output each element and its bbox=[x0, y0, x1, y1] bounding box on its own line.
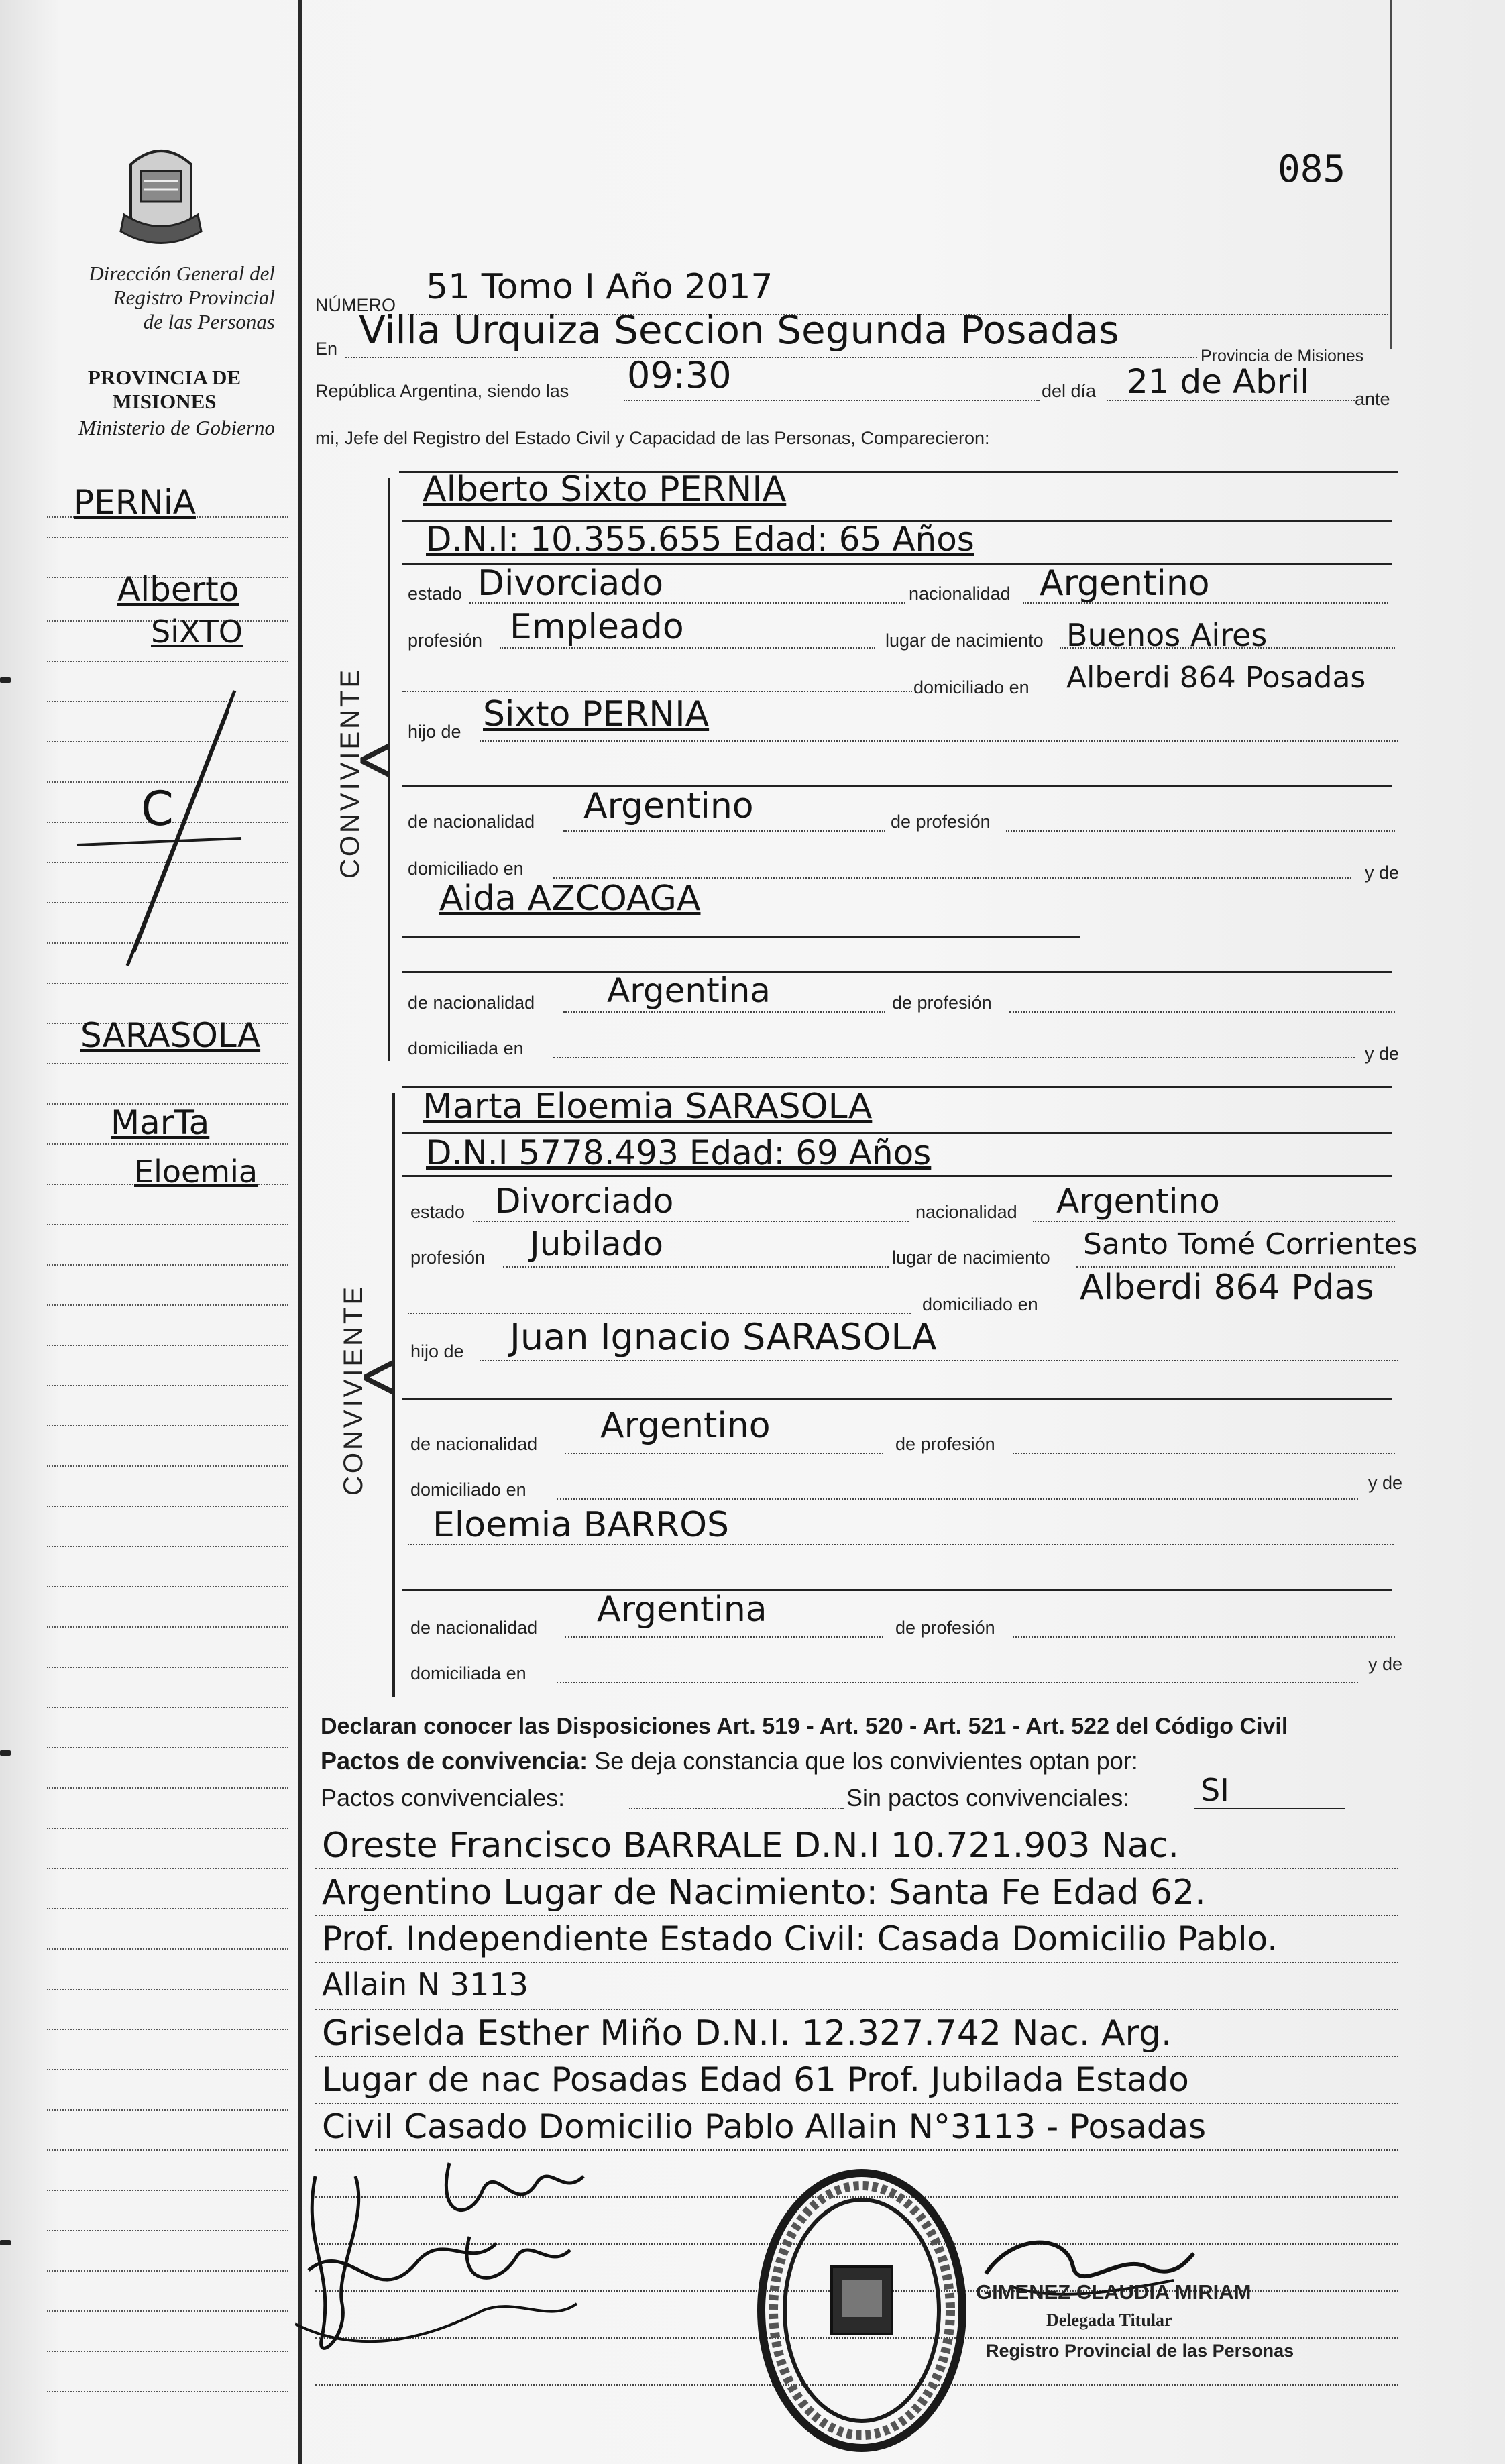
del-dia-label: del día bbox=[1042, 381, 1097, 401]
testigo-line: Argentino Lugar de Nacimiento: Santa Fe Edad 62. bbox=[322, 1872, 1206, 1913]
conviviente-1-madre: Aida AZCOAGA bbox=[439, 879, 701, 919]
rule bbox=[315, 1962, 1398, 1963]
rule bbox=[553, 1057, 1355, 1058]
margin-rule bbox=[47, 2029, 288, 2030]
rule bbox=[563, 1011, 885, 1013]
margin-rule bbox=[47, 1908, 288, 1909]
numero-label: NÚMERO bbox=[315, 295, 396, 315]
madre-nac-label: de nacionalidad bbox=[410, 1618, 538, 1638]
conviviente-1-dni: D.N.I: 10.355.655 Edad: 65 Años bbox=[426, 520, 974, 559]
rule bbox=[345, 357, 1197, 358]
margin-rule bbox=[47, 2310, 288, 2312]
padre-prof-label: de profesión bbox=[891, 811, 991, 832]
conviviente-1-padre-nac: Argentino bbox=[583, 786, 754, 826]
conviviente-2-dni: D.N.I 5778.493 Edad: 69 Años bbox=[426, 1133, 932, 1172]
padre-dom-label: domiciliado en bbox=[410, 1479, 526, 1500]
testigo-line: Lugar de nac Posadas Edad 61 Prof. Jubilada Estado bbox=[322, 2060, 1189, 2099]
margin-given-2b: Eloemia bbox=[134, 1154, 258, 1190]
stamp-name: GIMENEZ CLAUDIA MIRIAM bbox=[976, 2280, 1251, 2304]
rule bbox=[624, 400, 1040, 401]
madre-nac-label: de nacionalidad bbox=[408, 993, 535, 1013]
conviviente-2-nacionalidad: Argentino bbox=[1056, 1182, 1220, 1221]
rule bbox=[1194, 1808, 1345, 1809]
rule bbox=[315, 2103, 1398, 2104]
testigo-line: Civil Casado Domicilio Pablo Allain N°3113 - Posadas bbox=[322, 2107, 1207, 2146]
binder-hole bbox=[0, 2240, 11, 2245]
margin-rule bbox=[47, 1506, 288, 1507]
madre-prof-label: de profesión bbox=[892, 993, 992, 1013]
padre-nac-label: de nacionalidad bbox=[408, 811, 535, 832]
official-seal bbox=[751, 2163, 972, 2458]
jefe-label: mi, Jefe del Registro del Estado Civil y Capacidad de las Personas, Comparecieron: bbox=[315, 428, 990, 448]
rule bbox=[563, 830, 885, 832]
declaracion-line: Declaran conocer las Disposiciones Art. 519 - Art. 520 - Art. 521 - Art. 522 del Código Civil bbox=[321, 1714, 1288, 1739]
estado-label: estado bbox=[408, 583, 463, 604]
profesion-label: profesión bbox=[410, 1247, 486, 1268]
conviviente-1-domicilio: Alberdi 864 Posadas bbox=[1066, 661, 1366, 695]
fecha-value: 21 de Abril bbox=[1127, 362, 1310, 401]
binder-hole bbox=[0, 1750, 11, 1756]
rule bbox=[408, 1544, 1394, 1545]
rule bbox=[557, 1498, 1358, 1500]
sin-pactos-label: Sin pactos convivenciales: bbox=[846, 1784, 1130, 1811]
conviviente-2-label: CONVIVIENTE bbox=[339, 1284, 368, 1496]
rule bbox=[565, 1636, 883, 1638]
institution-line: de las Personas bbox=[143, 310, 275, 333]
testigo-line: Griselda Esther Miño D.N.I. 12.327.742 Nac. Arg. bbox=[322, 2013, 1172, 2054]
rule bbox=[315, 2056, 1398, 2057]
margin-rule bbox=[47, 1707, 288, 1708]
conviviente-1-profesion: Empleado bbox=[510, 607, 684, 647]
conviviente-1-padre: Sixto PERNIA bbox=[483, 694, 710, 734]
hijo-label: hijo de bbox=[408, 722, 461, 742]
rule bbox=[1033, 1221, 1395, 1222]
rule bbox=[503, 1266, 889, 1268]
margin-rule bbox=[47, 1345, 288, 1346]
rule bbox=[402, 936, 1080, 938]
margin-rule bbox=[47, 2391, 288, 2392]
conviviente-2-padre-nac: Argentino bbox=[600, 1406, 771, 1446]
ante-label: ante bbox=[1355, 389, 1390, 409]
margin-rule bbox=[47, 1828, 288, 1829]
provincia-label: Provincia de Misiones bbox=[1201, 347, 1364, 366]
margin-rule bbox=[47, 1063, 288, 1064]
numero-value: 51 Tomo I Año 2017 bbox=[426, 267, 773, 307]
testigo-line: Oreste Francisco BARRALE D.N.I 10.721.903 Nac. bbox=[322, 1826, 1179, 1866]
rule bbox=[1013, 1453, 1395, 1454]
brace-icon: < bbox=[359, 1337, 398, 1414]
madre-prof-label: de profesión bbox=[895, 1618, 995, 1638]
conviviente-2-padre: Juan Ignacio SARASOLA bbox=[510, 1316, 937, 1358]
signatures bbox=[295, 2136, 671, 2384]
margin-rule bbox=[47, 1747, 288, 1748]
margin-rule bbox=[47, 1465, 288, 1467]
nacionalidad-label: nacionalidad bbox=[915, 1202, 1017, 1222]
conviviente-1-nacionalidad: Argentino bbox=[1040, 563, 1210, 604]
brace-icon: < bbox=[355, 720, 395, 797]
margin-rule bbox=[47, 1304, 288, 1306]
en-value: Villa Urquiza Seccion Segunda Posadas bbox=[359, 307, 1119, 353]
conviviente-2-estado: Divorciado bbox=[495, 1182, 674, 1221]
profesion-label: profesión bbox=[408, 630, 483, 651]
rule bbox=[402, 785, 1392, 787]
province-line: MISIONES bbox=[112, 390, 217, 413]
margin-divider bbox=[298, 0, 302, 2464]
rule bbox=[480, 740, 1398, 742]
margin-rule bbox=[47, 983, 288, 984]
rule bbox=[402, 1398, 1392, 1400]
conviviente-1-lugar: Buenos Aires bbox=[1066, 617, 1268, 653]
pactos-bold: Pactos de convivencia: bbox=[321, 1747, 588, 1775]
rule bbox=[408, 1313, 911, 1314]
lugar-label: lugar de nacimiento bbox=[892, 1247, 1050, 1268]
margin-rule bbox=[47, 1626, 288, 1628]
conviviente-1-label: CONVIVIENTE bbox=[335, 667, 365, 879]
margin-rule bbox=[47, 2149, 288, 2151]
margin-rule bbox=[47, 1667, 288, 1668]
margin-rule bbox=[47, 1586, 288, 1587]
padre-nac-label: de nacionalidad bbox=[410, 1434, 538, 1454]
domiciliado-en-label: domiciliado en bbox=[922, 1294, 1038, 1314]
province-name bbox=[60, 366, 268, 414]
rule bbox=[565, 1453, 883, 1454]
binder-hole bbox=[0, 677, 11, 683]
margin-given-2a: MarTa bbox=[111, 1103, 210, 1142]
margin-rule bbox=[47, 1546, 288, 1547]
rule bbox=[557, 1682, 1358, 1683]
margin-rule bbox=[47, 2230, 288, 2231]
conviviente-2-domicilio: Alberdi 864 Pdas bbox=[1080, 1268, 1374, 1308]
province-line: PROVINCIA DE bbox=[87, 366, 241, 389]
margin-connector: C bbox=[141, 781, 174, 836]
stamp-role: Delegada Titular bbox=[1046, 2310, 1172, 2330]
margin-rule bbox=[47, 1425, 288, 1426]
conviviente-2-profesion: Jubilado bbox=[530, 1225, 663, 1264]
margin-rule bbox=[47, 2190, 288, 2191]
padre-dom-label: domiciliado en bbox=[408, 858, 524, 879]
nacionalidad-label: nacionalidad bbox=[909, 583, 1011, 604]
rule bbox=[402, 691, 912, 692]
y-de-label: y de bbox=[1365, 862, 1400, 883]
margin-given-1b: SiXTO bbox=[151, 614, 243, 650]
conviviente-2-nombre: Marta Eloemia SARASOLA bbox=[423, 1086, 873, 1127]
margin-given-1a: Alberto bbox=[117, 570, 239, 609]
margin-rule bbox=[47, 1264, 288, 1266]
estado-label: estado bbox=[410, 1202, 465, 1222]
pactos-line bbox=[321, 1747, 1138, 1775]
margin-rule bbox=[47, 2270, 288, 2272]
y-de-label: y de bbox=[1365, 1044, 1400, 1064]
rule bbox=[500, 647, 875, 649]
margin-rule bbox=[47, 1868, 288, 1869]
hijo-label: hijo de bbox=[410, 1341, 464, 1361]
conviviente-2-madre: Eloemia BARROS bbox=[433, 1505, 730, 1545]
en-label: En bbox=[315, 339, 338, 359]
margin-rule bbox=[47, 1224, 288, 1225]
madre-dom-label: domiciliada en bbox=[408, 1038, 524, 1058]
conviviente-2-lugar: Santo Tomé Corrientes bbox=[1083, 1227, 1418, 1262]
rule bbox=[1009, 1011, 1395, 1013]
margin-cross-mark bbox=[74, 684, 275, 972]
institution-line: Registro Provincial bbox=[113, 286, 275, 309]
rule bbox=[402, 1175, 1392, 1177]
conviviente-1-nombre: Alberto Sixto PERNIA bbox=[423, 469, 787, 510]
pactos-rest: Se deja constancia que los convivientes optan por: bbox=[594, 1747, 1138, 1775]
page-number: 085 bbox=[1278, 148, 1346, 191]
page-edge bbox=[1390, 0, 1392, 349]
rule bbox=[1006, 830, 1395, 832]
margin-rule bbox=[47, 1787, 288, 1789]
padre-prof-label: de profesión bbox=[895, 1434, 995, 1454]
conviviente-1-madre-nac: Argentina bbox=[607, 971, 771, 1010]
rule bbox=[1013, 1636, 1395, 1638]
margin-rule bbox=[47, 1385, 288, 1386]
ministry-name: Ministerio de Gobierno bbox=[78, 416, 275, 439]
margin-rule bbox=[47, 2069, 288, 2070]
sin-pactos-value: SI bbox=[1201, 1772, 1229, 1808]
testigo-line: Allain N 3113 bbox=[322, 1966, 528, 2003]
margin-surname-2: SARASOLA bbox=[80, 1016, 261, 1055]
rule bbox=[402, 971, 1392, 973]
domiciliado-en-label: domiciliado en bbox=[913, 677, 1029, 697]
y-de-label: y de bbox=[1368, 1654, 1403, 1674]
institution-line: Dirección General del bbox=[89, 262, 275, 285]
testigo-line: Prof. Independiente Estado Civil: Casada Domicilio Pablo. bbox=[322, 1919, 1278, 1958]
madre-dom-label: domiciliada en bbox=[410, 1663, 526, 1683]
rule bbox=[629, 1808, 844, 1809]
stamp-office: Registro Provincial de las Personas bbox=[986, 2341, 1294, 2361]
province-seal bbox=[111, 137, 211, 258]
margin-surname-1: PERNiA bbox=[74, 483, 196, 522]
rule bbox=[315, 2009, 1398, 2010]
rule bbox=[315, 1915, 1398, 1916]
conviviente-1-estado: Divorciado bbox=[478, 563, 664, 604]
margin-rule bbox=[47, 1989, 288, 1990]
rule bbox=[315, 1868, 1398, 1869]
rule bbox=[402, 1589, 1392, 1591]
conviviente-2-madre-nac: Argentina bbox=[597, 1589, 767, 1630]
margin-rule bbox=[47, 1948, 288, 1950]
pactos-convivenciales-label: Pactos convivenciales: bbox=[321, 1784, 565, 1811]
margin-rule bbox=[47, 2351, 288, 2352]
republica-label: República Argentina, siendo las bbox=[315, 381, 569, 401]
institution-name bbox=[47, 262, 275, 334]
hora-value: 09:30 bbox=[627, 354, 732, 396]
margin-rule bbox=[47, 1143, 288, 1145]
margin-rule bbox=[47, 2109, 288, 2111]
margin-rule bbox=[47, 537, 288, 538]
y-de-label: y de bbox=[1368, 1473, 1403, 1493]
margin-rule bbox=[47, 661, 288, 662]
lugar-label: lugar de nacimiento bbox=[885, 630, 1044, 651]
rule bbox=[473, 1221, 909, 1222]
rule bbox=[480, 1360, 1398, 1361]
